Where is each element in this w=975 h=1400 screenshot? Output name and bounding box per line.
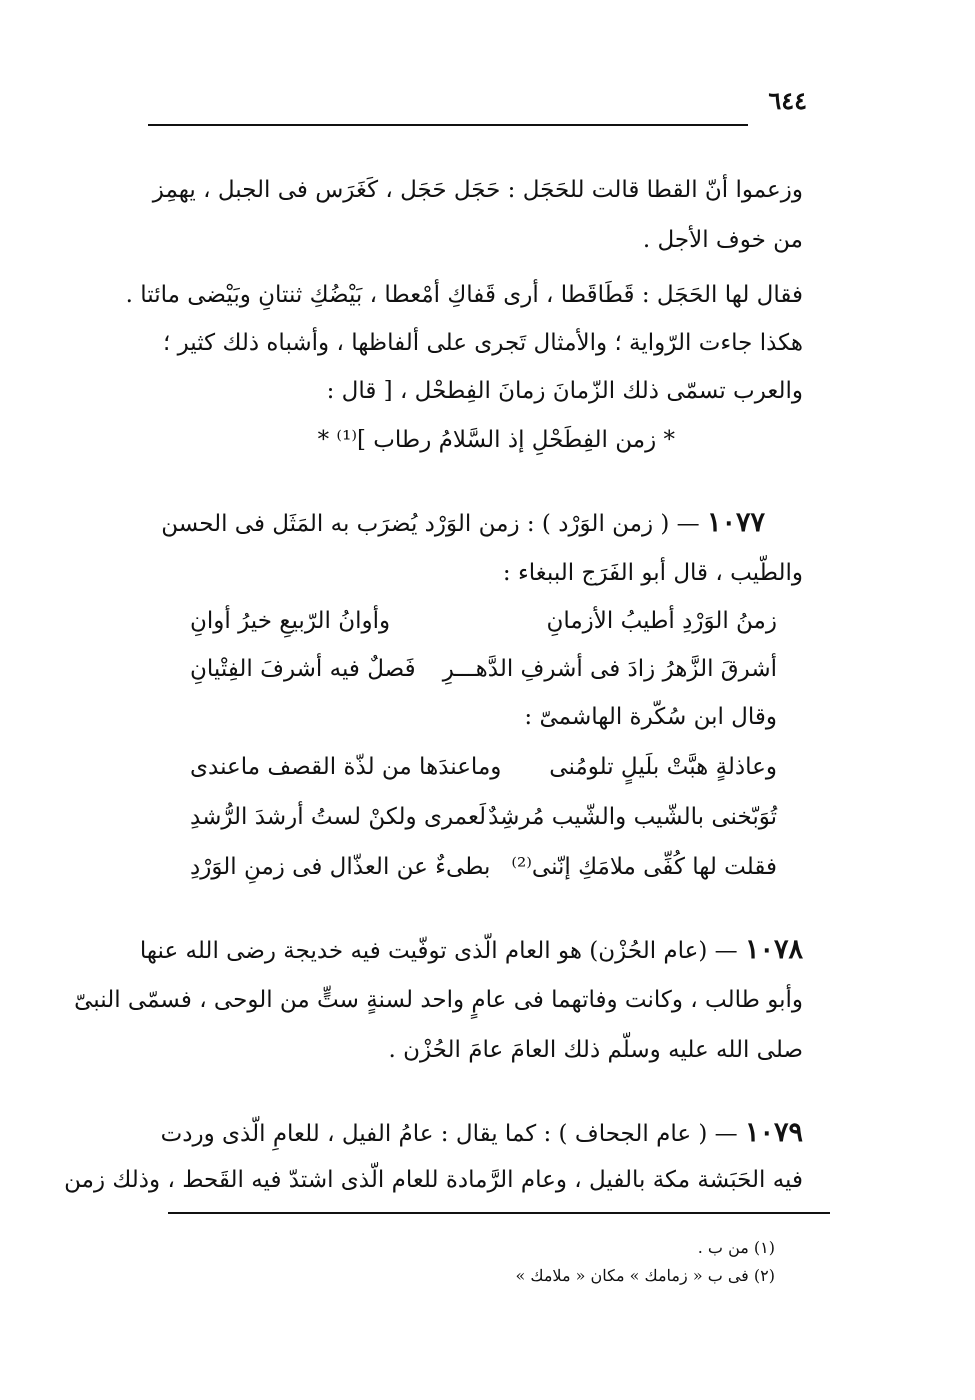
verse-first-half: أشرقَ الزَّهرُ زادَ فى أشرفِ الدَّهـــرِ xyxy=(442,656,777,682)
entry-text: — ( عام الجحاف ) : كما يقال : عامُ الفيل ، للعامِ الّذى وردت xyxy=(160,1121,738,1147)
footnote: (٢) فى ب « زمامك » مكان « ملامك » xyxy=(515,1266,775,1285)
verse-first-half: تُوَبّخنى بالشّيب والشّيب مُرشِدٌ xyxy=(488,804,777,830)
verse-intro: وقال ابن سُكّرة الهاشمىّ : xyxy=(524,704,777,730)
entry-text: — (عام الحُزْن) هو العام الّذى توفّيت فيه خديجة رضى الله عنها xyxy=(139,938,738,964)
entry-1077-heading xyxy=(161,508,765,539)
verse-first-half: فقلت لها كُفِّى ملامَكِ إنّنى⁽²⁾ xyxy=(511,854,777,880)
paragraph-line: هكذا جاءت الرّواية ؛ والأمثال تَجرى على ألفاظها ، وأشباه ذلك كثير ؛ xyxy=(162,330,803,356)
paragraph-line: فقال لها الحَجَل : قَطَاقَطا ، أرى قَفاكِ أمْعطا ، بَيْضُكِ ثنتانِ وبَيْضى مائتا . xyxy=(125,282,803,308)
verse-second-half: لَعمرى ولكنْ لستُ أرشدَ الرُّشدِ xyxy=(190,804,487,830)
verse-second-half: فَصلٌ فيه أشرفَ الفِتْيانِ xyxy=(190,656,416,682)
verse-second-half: وأوانُ الرّبيعِ خيرُ أوانِ xyxy=(190,608,391,634)
entry-number: ١٠٧٧ xyxy=(706,507,765,538)
paragraph-line: من خوف الأجل . xyxy=(642,227,803,253)
paragraph-line: صلى الله عليه وسلّم ذلك العامَ عامَ الحُزْن . xyxy=(388,1037,803,1063)
verse-second-half: وماعندَها من لذّة القصف ماعندى xyxy=(190,754,502,780)
entry-text: — ( زمن الوَرْد ) : زمن الوَرْد يُضرَب به المَثَل فى الحسن xyxy=(161,511,700,537)
entry-number: ١٠٧٨ xyxy=(744,934,803,965)
footnote: (١) من ب . xyxy=(697,1238,775,1257)
paragraph-line: فيه الحَبَشة مكة بالفيل ، وعام الرَّمادة للعام الّذى اشتدّ فيه القَحط ، وذلك زمن xyxy=(64,1167,803,1193)
paragraph-line: وأبو طالب ، وكانت وفاتهما فى عامٍ واحد لسنةٍ ستٍّ من الوحى ، فسمّى النبىّ xyxy=(74,987,803,1013)
footnote-rule xyxy=(168,1212,830,1214)
paragraph-line: وزعموا أنّ القطا قالت للحَجَل : حَجَل حَجَل ، كَغَرَس فى الجبل ، يهمِز xyxy=(152,177,803,203)
verse-second-half: بطىءٌ عن العذّال فى زمنِ الوَرْدِ xyxy=(190,854,491,880)
header-rule xyxy=(148,124,748,126)
poetry-line: * زمن الفِطَحْلِ إذ السَّلامُ رطاب ]⁽¹⁾ * xyxy=(317,427,675,453)
entry-number: ١٠٧٩ xyxy=(744,1117,803,1148)
entry-1078-heading xyxy=(140,935,803,966)
verse-first-half: زمنُ الوَرْدِ أطيبُ الأزمانِ xyxy=(546,608,777,634)
page-number: ٦٤٤ xyxy=(768,86,807,115)
paragraph-line: والعرب تسمّى ذلك الزّمانَ زمانَ الفِطحْل ، [ قال : xyxy=(326,378,803,404)
paragraph-line: والطّيب ، قال أبو الفَرَج الببغاء : xyxy=(502,560,803,586)
entry-1079-heading xyxy=(161,1118,803,1149)
verse-first-half: وعاذلةٍ هبَّتْ بلَيلٍ تلومُنى xyxy=(549,754,777,780)
